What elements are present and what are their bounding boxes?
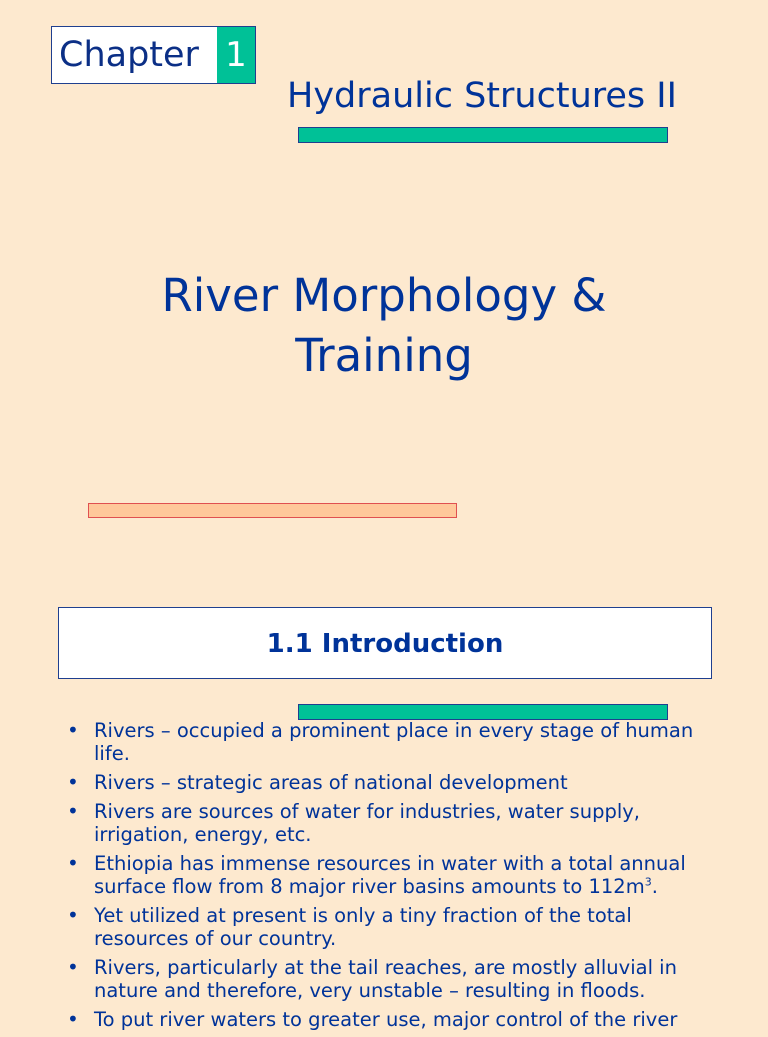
bullet-list	[62, 719, 702, 1037]
bullet-item	[62, 771, 702, 794]
bullet-text: Yet utilized at present is only a tiny fraction of the total resources of our country.	[94, 904, 632, 950]
bullet-item	[62, 1008, 702, 1031]
bullet-icon: •	[67, 1007, 79, 1031]
bullet-item	[62, 904, 702, 950]
bullet-icon: •	[67, 770, 79, 794]
bullet-icon: •	[67, 903, 79, 927]
bullet-icon: •	[67, 799, 79, 823]
course-title: Hydraulic Structures II	[287, 76, 677, 116]
bullet-icon: •	[67, 718, 79, 742]
bullet-text: Ethiopia has immense resources in water with a total annual surface flow from 8 major river basins amounts to 112m	[94, 852, 686, 898]
bullet-text: To put river waters to greater use, major control of the river	[94, 1008, 678, 1031]
bullet-icon: •	[67, 955, 79, 979]
chapter-badge	[51, 26, 256, 84]
section-header-box	[58, 607, 712, 679]
chapter-number: 1	[217, 27, 255, 83]
main-title	[0, 266, 768, 386]
bullet-item	[62, 719, 702, 765]
section-title: 1.1 Introduction	[266, 629, 504, 659]
bullet-text: Rivers – strategic areas of national development	[94, 771, 568, 794]
decorative-orange-bar	[88, 503, 457, 518]
superscript-3: 3	[644, 875, 652, 889]
bullet-text: Rivers are sources of water for industries, water supply, irrigation, energy, etc.	[94, 800, 640, 846]
bullet-suffix: .	[651, 875, 658, 898]
bullet-item	[62, 852, 702, 898]
bullet-item	[62, 956, 702, 1002]
main-title-line-2: Training	[295, 329, 473, 382]
bullet-icon: •	[67, 851, 79, 875]
main-title-line-1: River Morphology &	[161, 269, 607, 322]
decorative-green-bar-middle	[298, 704, 668, 720]
bullet-text: Rivers – occupied a prominent place in every stage of human life.	[94, 719, 694, 765]
bullet-item	[62, 800, 702, 846]
decorative-green-bar-top	[298, 127, 668, 143]
bullet-text: Rivers, particularly at the tail reaches, are mostly alluvial in nature and therefore, very unstable – resulting in floods.	[94, 956, 677, 1002]
chapter-label: Chapter	[59, 35, 199, 75]
